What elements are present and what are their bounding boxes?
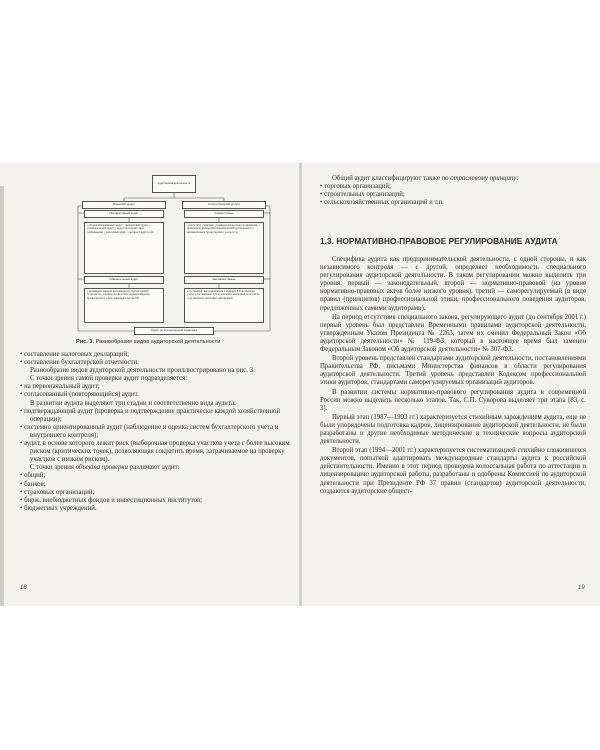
node-external: Внешний аудит (82, 201, 166, 209)
sector-intro-italic: по отраслевому принципу (441, 175, 517, 182)
object-item: • бюджетных учреждений. (20, 504, 97, 512)
page-edge (0, 186, 4, 606)
node-related: Сопутствующие услуги (182, 201, 266, 209)
node-mandatory-list: • выражение мнения достоверности бухгалтерской отчетности; • оценка соответствия порядка ведения бухгалтерского учета законодательству РФ (84, 288, 164, 323)
node-mandatory: Обязательный аудит (84, 276, 164, 284)
section-heading: 1.3. НОРМАТИВНО-ПРАВОВОЕ РЕГУЛИРОВАНИЕ АУДИТА (320, 237, 558, 246)
node-initiative: Инициативный аудит (84, 210, 164, 218)
left-body-text (20, 351, 296, 513)
node-combined: Совместимые (184, 210, 264, 218)
sector-intro-suffix: : (516, 175, 519, 182)
object-item: • банков; (20, 480, 46, 488)
text-line: С точки зрения самой проверки аудит подразделяется: (30, 375, 188, 383)
object-item: • страховых организаций; (20, 488, 95, 496)
text-line: • составление налоговых деклараций; (20, 351, 130, 358)
audit-types-diagram (74, 173, 274, 340)
object-item: • общий; (20, 472, 46, 480)
text-line: • подтверждающий аудит (проверка и подтверждение практически каждой хозяйственной операции); (20, 407, 281, 423)
sector-item: • строительных организаций; (320, 191, 405, 199)
objects-intro-prefix: С точки зрения (30, 464, 76, 472)
paragraph: На период отсутствия специального закона, регулирующего аудит (до сентября 2001 г.) первый уровень был представлен Временными правилами аудиторской деятельности, утвержденным Указом Президента № 2263, затем их сменил Федеральный Закон «Об аудиторской деятельности» № 119-ФЗ, который в настоящее время был заменен Федеральным Законом «Об аудиторской деятельности» № 307-ФЗ. (320, 313, 586, 354)
node-incompatible: Несовместимые (184, 276, 264, 284)
caption-label: Рис. 3. (76, 339, 95, 345)
node-initiative-list: • специализированный аудит; • финансовый аудит; • управленческий аудит; • аудит на соответствие требованиям; • налоговый аудит; • экспресс-аудит и др. (84, 222, 164, 274)
text-line: • аудит, в основе которого лежит риск (выборочная проверка участков учета с более высоким риском (критических точек), позволяющая сократить время, затрачиваемое на проверку участков с низким риском). (20, 440, 290, 464)
book-spine (299, 163, 302, 606)
objects-intro (20, 464, 296, 472)
left-page (14, 163, 296, 606)
text-line: • составление бухгалтерской отчетности. (20, 359, 139, 367)
sector-classification (320, 175, 586, 207)
paragraph: В развитии системы нормативно-правового регулирования аудита в современной России можно выделить несколько этапов. Так, С.П. Суворова выделяет три этапа [83, с. 3]. (320, 388, 586, 412)
figure-caption (76, 339, 276, 345)
sector-intro-prefix: Общий аудит классифицируют также (332, 175, 442, 182)
page-number-left: 18 (20, 585, 27, 591)
objects-intro-italic: объекта проверки (75, 464, 129, 472)
text-line: В развитии аудита выделяют три стадии и соответственно вида аудита: (30, 399, 236, 407)
objects-intro-suffix: различают аудит: (128, 464, 180, 472)
text-line: • согласованный (повторяющийся) аудит. (20, 391, 139, 399)
right-body-text (320, 256, 586, 497)
text-line: • на первоначальный аудит; (20, 383, 100, 391)
page-number-right: 19 (578, 585, 585, 591)
paragraph: Второй уровень представлен стандартами аудиторской деятельности, постановлениями Правительства РФ, письмами Министерства финансов в области регулирования аудиторской деятельности. Третий уровень представлен Кодексом профессиональной этики аудиторов, стандартами саморегулируемых организаций аудиторов. (320, 355, 586, 387)
sector-intro (320, 175, 586, 183)
right-page (316, 163, 586, 606)
caption-text: Разнообразие видов аудиторской деятельности (94, 339, 221, 345)
paragraph: Специфика аудита как предпринимательской деятельности, с одной стороны, и как независимого контроля — с другой, определяет необходимость специального регулирования аудиторской деятельности. В таком регулировании можно выделить три уровня: первый — законодательный, второй — нормативно-правовой (на уровне нормативно-правовых актов более низкого уровня), третий — саморегулируемый (в виде правил (принципов) профессиональной этики, профессионального поведения аудиторов, предложенных самими аудиторами). (320, 256, 586, 312)
object-item: • бирж, внебюджетных фондов и инвестиционных институтов; (20, 496, 203, 504)
text-line: Разнообразие видов аудиторской деятельности проиллюстрировано на рис. 3. (30, 367, 255, 375)
node-special: Аудит по специальным заданиям (134, 327, 214, 335)
node-incompatible-list: • постановка, восстановление и ведение бухгалтерского учета; • составление бухгалтерской и налоговой отчетности; • составление налоговых деклараций (184, 288, 264, 323)
sector-item: • торговых организаций; (320, 183, 392, 191)
node-combined-list: • налоговое, правовое, управленческое консультирование; • инжиниринг финансово-экономической деятельности; • автоматизация бухгалтерского учета и т.д. (184, 222, 264, 274)
paragraph: Второй этап (1994—2001 гг.) характеризуется систематизацией стихийно сложившихся документов, попыткой адаптировать международные стандарты аудита к российской действительности. Именно в этот период проведена колоссальная работа по аттестации и лицензированию аудиторской работы, разработаны и одобрены Комиссией по аудиторской деятельности при Президенте РФ 37 правил (стандартов) аудиторской деятельности, создаются аудиторские общест- (320, 447, 586, 495)
text-line: • системно ориентированный аудит (наблюдение и оценка систем бухгалтерского учета и внутреннего контроля); (20, 423, 279, 439)
node-root: Аудиторская деятельность (152, 175, 196, 193)
sector-item: • сельскохозяйственных организаций и т.п. (320, 199, 445, 207)
paragraph: Первый этап (1987—1993 гг.) характеризуется стихийным зарождением аудита, еще не были упорядочены подготовка кадров, лицензирование аудиторской деятельности, не были разработаны и другие необходимые методические и технические вопросы аудиторской деятельности. (320, 413, 586, 446)
